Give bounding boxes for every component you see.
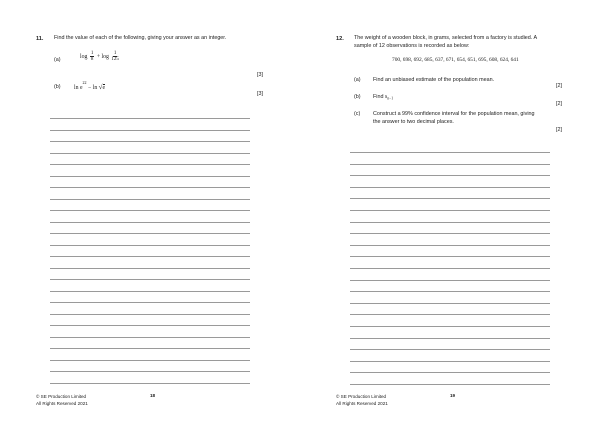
log-term-2: + log <box>96 53 109 60</box>
answer-line <box>350 349 550 350</box>
answer-line <box>350 175 550 176</box>
ln-term: ln e <box>74 85 83 91</box>
root-value: e <box>102 85 106 91</box>
sample-sd-symbol: $s_{n-1}$ <box>385 94 394 101</box>
answer-line <box>350 280 550 281</box>
part-b-marks: [2] <box>556 101 562 107</box>
answer-line <box>50 302 250 303</box>
answer-line <box>50 164 250 165</box>
part-a-label: (a) <box>354 77 361 83</box>
answer-lines[interactable] <box>350 152 550 388</box>
part-b-marks: [3] <box>257 91 263 97</box>
root-symbol: √ <box>98 83 103 91</box>
answer-line <box>50 314 250 315</box>
answer-lines[interactable] <box>50 118 250 388</box>
answer-line <box>350 314 550 315</box>
question-intro-line-2: sample of 12 observations is recorded as below: <box>354 43 470 49</box>
part-b-label: (b) <box>54 84 61 90</box>
answer-line <box>50 383 250 384</box>
answer-line <box>350 303 550 304</box>
answer-line <box>50 199 250 200</box>
part-c-text-line-2: the answer to two decimal places. <box>373 119 454 125</box>
fraction-one-eighth: $\frac{1}{8}$ <box>90 51 94 62</box>
answer-line <box>350 164 550 165</box>
answer-line <box>350 372 550 373</box>
answer-line <box>350 198 550 199</box>
question-number: 11. <box>36 36 44 42</box>
answer-line <box>350 245 550 246</box>
footer-copyright: © SE Production Limited <box>36 394 87 399</box>
part-c-label: (c) <box>354 111 361 117</box>
answer-line <box>50 233 250 234</box>
answer-line <box>350 152 550 153</box>
answer-line <box>50 130 250 131</box>
question-number: 12. <box>336 36 344 42</box>
answer-line <box>50 291 250 292</box>
footer-copyright: © SE Production Limited <box>336 394 387 399</box>
question-prompt: Find the value of each of the following, giving your answer as an integer. <box>54 35 227 41</box>
answer-line <box>50 222 250 223</box>
answer-line <box>50 371 250 372</box>
log-term-1: log <box>80 53 88 60</box>
answer-line <box>50 118 250 119</box>
answer-line <box>50 187 250 188</box>
page-number: 18 <box>150 393 156 398</box>
answer-line <box>350 233 550 234</box>
part-a-marks: [2] <box>556 83 562 89</box>
answer-line <box>50 348 250 349</box>
answer-line <box>350 361 550 362</box>
answer-line <box>50 176 250 177</box>
answer-line <box>350 187 550 188</box>
answer-line <box>350 268 550 269</box>
part-c-text-line-1: Construct a 99% confidence interval for the population mean, giving <box>373 111 535 117</box>
part-b-label: (b) <box>354 94 361 100</box>
question-intro-line-1: The weight of a wooden block, in grams, selected from a factory is studied. A <box>354 35 538 41</box>
right-page <box>300 0 600 424</box>
answer-line <box>50 279 250 280</box>
ln-term-2: − ln <box>87 85 98 91</box>
answer-line <box>350 384 550 385</box>
fraction-one-125th: $\frac{1}{125}$ <box>111 51 119 62</box>
answer-line <box>350 338 550 339</box>
answer-line <box>350 291 550 292</box>
footer-rights: All Rights Reserved 2021 <box>336 401 388 406</box>
answer-line <box>350 326 550 327</box>
answer-line <box>50 337 250 338</box>
answer-line <box>350 256 550 257</box>
part-a-text: Find an unbiased estimate of the population mean. <box>373 77 495 83</box>
part-b-expression <box>74 80 105 91</box>
exponent: 22 <box>82 80 87 85</box>
footer-rights: All Rights Reserved 2021 <box>36 401 88 406</box>
answer-line <box>50 268 250 269</box>
answer-line <box>50 141 250 142</box>
answer-line <box>50 153 250 154</box>
part-b-text: Find $s_{n-1}$ <box>373 94 394 101</box>
part-a-expression <box>80 51 120 62</box>
part-a-label: (a) <box>54 57 61 63</box>
answer-line <box>50 360 250 361</box>
answer-line <box>50 325 250 326</box>
answer-line <box>50 256 250 257</box>
data-values: 700, 698, 692, 685, 637, 671, 654, 651, 695, 608, 624, 641 <box>392 57 519 63</box>
answer-line <box>50 210 250 211</box>
answer-line <box>350 210 550 211</box>
page-number: 19 <box>450 393 456 398</box>
answer-line <box>50 245 250 246</box>
part-c-marks: [2] <box>556 127 562 133</box>
answer-line <box>350 222 550 223</box>
part-a-marks: [3] <box>257 72 263 78</box>
